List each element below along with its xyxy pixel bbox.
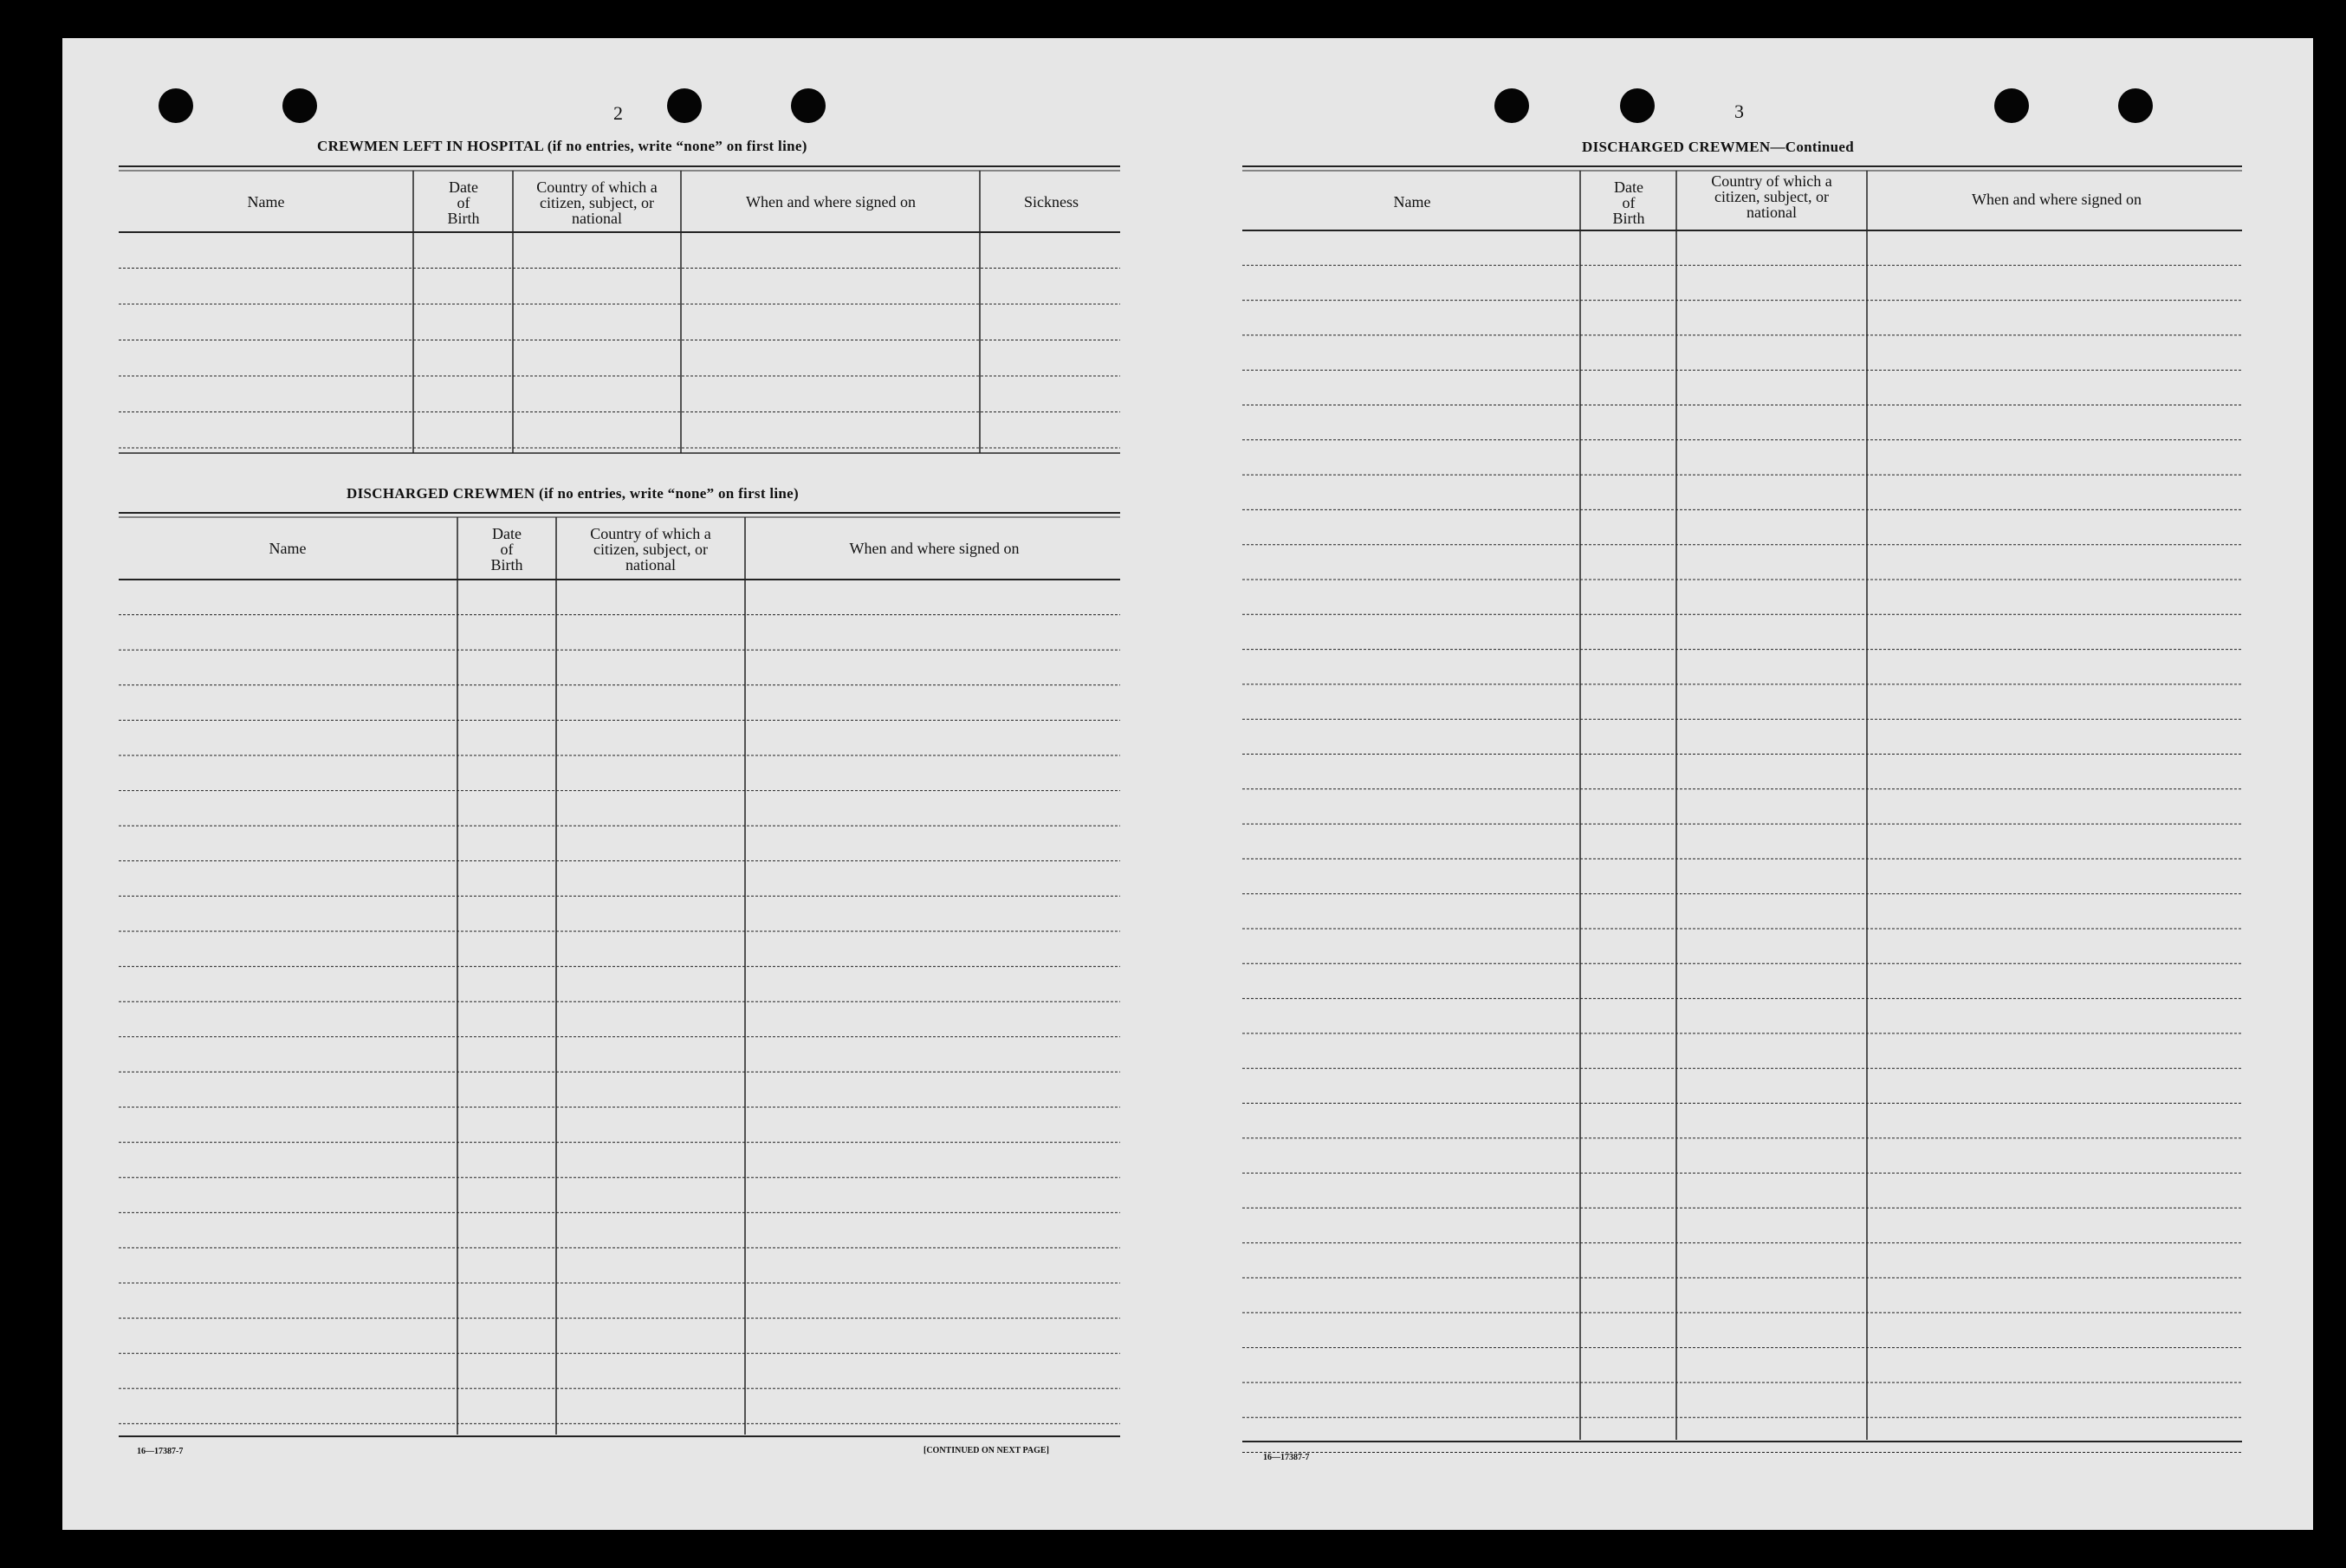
discharged-col-name: Name xyxy=(269,540,307,557)
ruled-lines xyxy=(119,166,2242,1453)
hospital-col-dob: Date of Birth xyxy=(447,178,480,227)
form-number-left: 16—17387-7 xyxy=(137,1447,184,1456)
punch-hole xyxy=(791,88,826,123)
form-number-right: 16—17387-7 xyxy=(1263,1453,1310,1462)
punch-hole xyxy=(667,88,702,123)
hospital-col-name: Name xyxy=(247,193,285,211)
discharged-col-country: Country of which a citizen, subject, or national xyxy=(590,525,711,573)
continued-note: [CONTINUED ON NEXT PAGE] xyxy=(923,1446,1049,1455)
discharged-section-heading: DISCHARGED CREWMEN (if no entries, write “none” on first line) xyxy=(347,485,799,502)
punch-hole xyxy=(159,88,193,123)
page-number-right: 3 xyxy=(1734,100,1744,122)
punch-hole xyxy=(2118,88,2153,123)
discharged-col-signed-on: When and where signed on xyxy=(849,540,1020,557)
punch-hole xyxy=(1994,88,2029,123)
continued-col-dob: Date of Birth xyxy=(1612,178,1645,227)
hospital-col-sickness: Sickness xyxy=(1024,193,1079,211)
discharged-continued-heading: DISCHARGED CREWMEN—Continued xyxy=(1582,139,1854,155)
hospital-section-heading: CREWMEN LEFT IN HOSPITAL (if no entries, write “none” on first line) xyxy=(317,138,807,154)
continued-col-name: Name xyxy=(1393,193,1431,211)
punch-hole xyxy=(1494,88,1529,123)
punch-hole xyxy=(1620,88,1655,123)
continued-col-country: Country of which a citizen, subject, or national xyxy=(1711,172,1832,221)
punch-holes xyxy=(159,88,2153,123)
hospital-col-signed-on: When and where signed on xyxy=(746,193,916,211)
discharged-col-dob: Date of Birth xyxy=(490,525,523,573)
page-number-left: 2 xyxy=(613,102,623,124)
punch-hole xyxy=(282,88,317,123)
continued-col-signed-on: When and where signed on xyxy=(1972,191,2142,208)
hospital-col-country: Country of which a citizen, subject, or national xyxy=(536,178,658,227)
